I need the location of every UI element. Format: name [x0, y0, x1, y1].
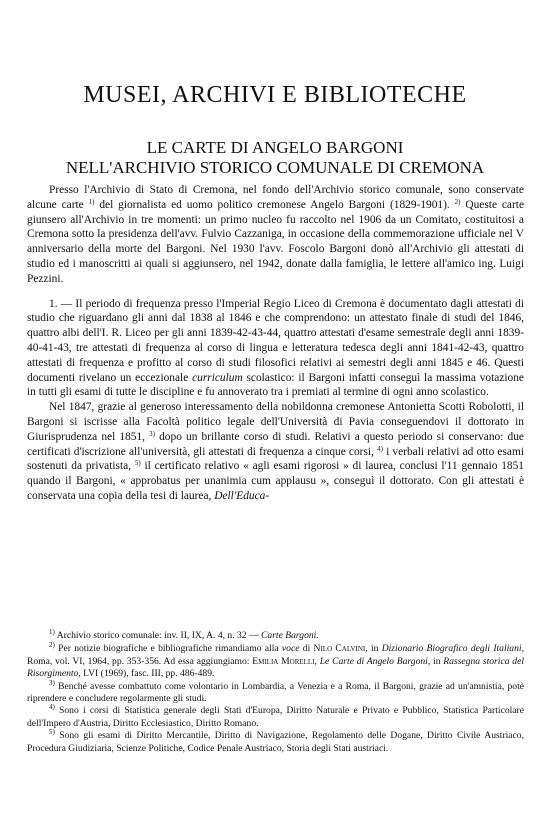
author-name: Nilo Calvini — [313, 643, 366, 655]
text-run: Archivio storico comunale: inv. II, IX, A. 4, n. 32 — — [54, 630, 261, 641]
text-run: del giornalista ed uomo politico cremonese Angelo Bargoni (1829-1901). — [94, 198, 455, 211]
footnote-mark: 4) — [49, 703, 55, 712]
emphasis: Le Carte di Angelo Bargoni — [319, 655, 428, 667]
footnote-ref-1: 1) — [88, 197, 95, 206]
emphasis: Rassegna storica del Risorgimento — [27, 655, 525, 680]
article-title-line-1: LE CARTE DI ANGELO BARGONI — [146, 138, 404, 157]
footnote-1 — [27, 630, 524, 642]
text-run: , in — [427, 655, 444, 667]
paragraph-section-1 — [27, 297, 524, 401]
emphasis: Carte Bargoni. — [261, 630, 319, 641]
text-run: Sono i corsi di Statistica generale degli Stati d'Europa, Diritto Naturale e Privato e Pubblico, Statistica Particolare dell'Impero d'Austria, Diritto Ecclesiastico, Diritto Romano. — [27, 705, 524, 729]
footnote-2 — [27, 643, 524, 680]
text-run: di — [299, 643, 314, 655]
emphasis: voce — [281, 643, 300, 655]
emphasis: curriculum — [192, 371, 243, 384]
author-name: Emilia Morelli — [252, 655, 315, 667]
footnote-ref-3: 3) — [149, 429, 155, 438]
text-run: Per notizie biografiche e bibliografiche rimandiamo alla — [54, 643, 282, 655]
footnote-mark: 2) — [49, 641, 55, 650]
text-run: dopo un brillante corso di studi. Relativi a questo periodo si conservano: due certificati d'iscrizione all'università, gli attestati di frequenza a cinque corsi, — [27, 430, 524, 458]
text-run: Sono gli esami di Diritto Mercantile, Diritto di Navigazione, Regolamento delle Dogane, Diritto Civile Austriaco, Procedura Giudiziaria, Scienze Politiche, Codice Penale Austriaco, Storia degli Stati austriaci. — [27, 730, 524, 754]
text-run: Benché avesse combattuto come volontario in Lombardia, a Venezia e a Roma, il Bargoni, grazie ad un'amnistia, potè riprendere e concludere regolarmente gli studi. — [27, 680, 524, 705]
footnote-3 — [27, 678, 524, 706]
emphasis: Dizionario Biografico degli Italiani — [381, 643, 522, 655]
text-run: scolastico: il Bargoni infatti conseguì la massima votazione in tutti gli esami di tutte le discipline e fu annoverato tra i premiati al termine di ogni anno scolastico. — [27, 371, 524, 399]
paragraph-1847 — [27, 400, 524, 504]
text-run: , — [314, 655, 320, 667]
article-title-line-2: NELL'ARCHIVIO STORICO COMUNALE DI CREMONA — [65, 158, 485, 177]
footnote-5 — [27, 730, 524, 755]
footnotes — [27, 630, 524, 755]
text-run: Queste carte giunsero all'Archivio in tre momenti: un primo nucleo fu raccolto nel 1906 da un Comitato, costituitosi a Cremona sotto la presidenza dell'avv. Fulvio Cazzaniga, in occasione della commemorazione ufficiale nel V anniversario della morte del Bargoni. Nel 1930 l'avv. Foscolo Bargoni donò all'Archivio gli attestati di studio ed i manoscritti ai quali si aggiunsero, nel 1942, donate dalla famiglia, le lettere all'amico ing. Luigi Pezzini. — [27, 198, 524, 285]
text-run: Nel 1847, grazie al generoso interessamento della nobildonna cremonese Antonietta Scotti Robolotti, il Bargoni si iscrisse alla Facoltà politico legale dell'Università di Pavia conseguendovi il dottorato in Giurisprudenza nel 1851, — [27, 401, 524, 443]
footnote-ref-2: 2) — [454, 197, 461, 206]
footnote-4 — [27, 705, 524, 730]
text-run: , Roma, vol. VI, 1964, pp. 353-356. Ad essa aggiungiamo: — [27, 643, 524, 667]
footnote-mark: 1) — [49, 628, 55, 636]
article-title — [0, 138, 550, 178]
text-run: , LVI (1969), fasc. III, pp. 486-489. — [78, 668, 215, 680]
text-run: 1. — Il periodo di frequenza presso l'Imperial Regio Liceo di Cremona è documentato dagli attestati di studio che riguardano gli anni dal 1838 al 1846 e che comprendono: un attestato finale di studi del 1846, quattro albi dell'I. R. Liceo per gli anni 1839-42-43-44, quattro attestati d'esame semestrale degli anni 1839-40-41-43, tre attestati di frequenza al corso di lingua e letteratura tedesca degli anni 1841-42-43, quattro attestati di frequenza e profitto al corso di studi filosofici relativi ai semestri degli anni 1845 e 46. Questi documenti rivelano un eccezionale — [27, 297, 524, 384]
section-title: MUSEI, ARCHIVI E BIBLIOTECHE — [83, 82, 467, 108]
emphasis: Dell'Educa- — [214, 489, 270, 502]
footnote-mark: 3) — [49, 678, 55, 687]
footnote-ref-4: 4) — [377, 444, 383, 453]
text-run: i verbali relativi ad otto esami sostenuti da privatista, — [27, 445, 524, 473]
paragraph-intro — [27, 183, 524, 287]
text-run: Presso l'Archivio di Stato di Cremona, nel fondo dell'Archivio storico comunale, sono conservate alcune carte — [27, 184, 524, 211]
text-run: , in — [365, 643, 382, 655]
article-body — [27, 183, 524, 504]
footnote-ref-5: 5) — [134, 459, 141, 468]
footnote-mark: 5) — [49, 728, 55, 737]
text-run: il certificato relativo « agli esami rigorosi » di laurea, conclusi l'11 gennaio 1851 quando il Bargoni, « approbatus per unanimia cum applausu », conseguì il dottorato. Con gli attestati è conservata una copia della tesi di laurea, — [27, 460, 525, 502]
